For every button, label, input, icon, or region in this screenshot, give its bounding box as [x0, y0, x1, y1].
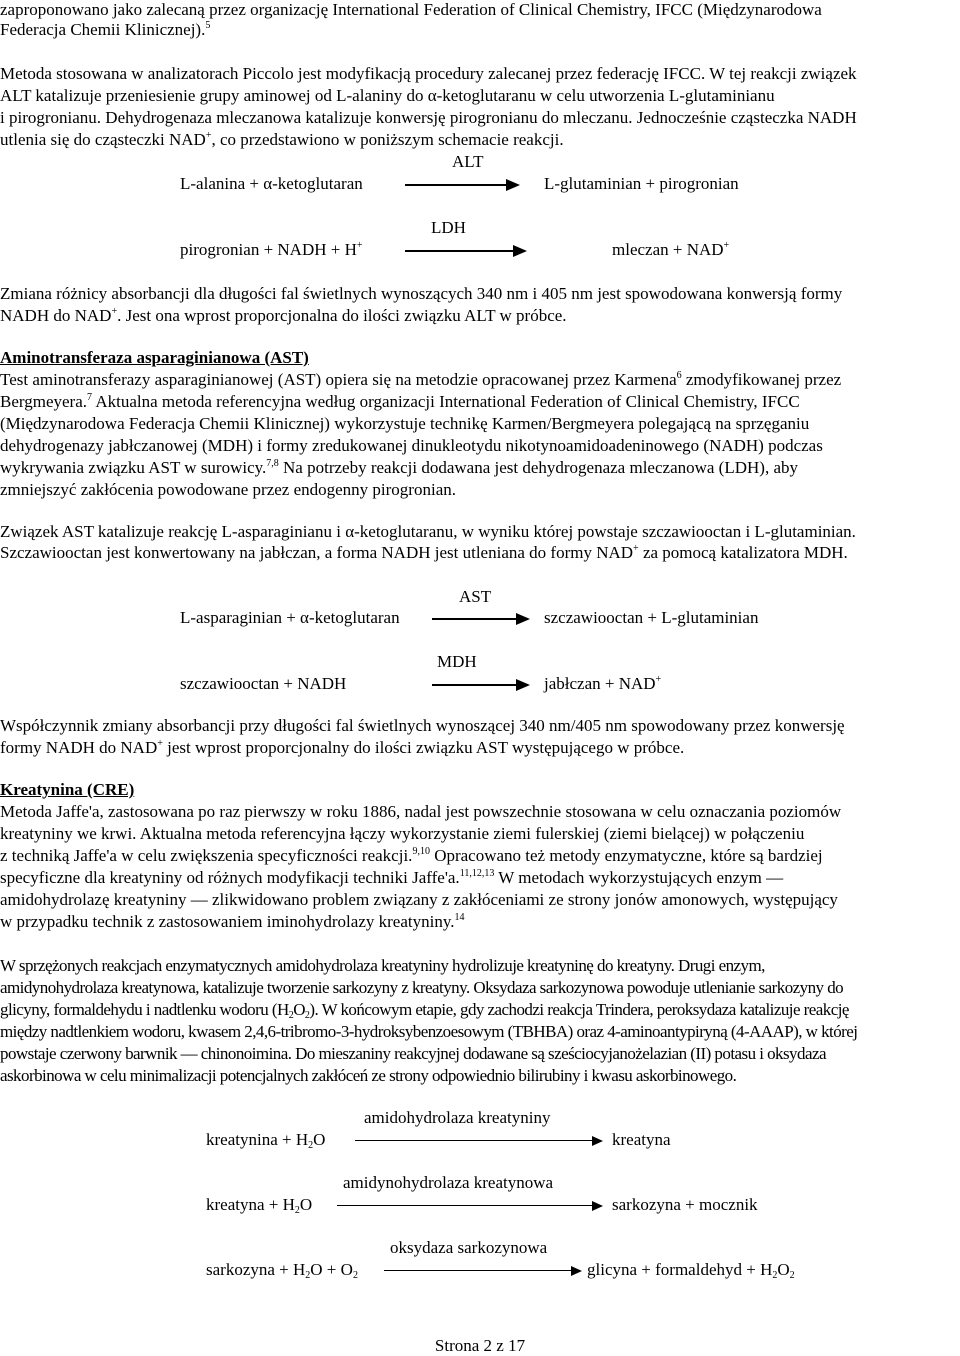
reaction-enzyme-label: oksydaza sarkozynowa	[390, 1238, 548, 1257]
text-line: glicyny, formaldehydu i nadtlenku wodoru $(H_2O_2)$. W końcowym etapie, gdy zachodzi reakcja Trindera, peroksydaza katalizuje reakcję	[0, 1000, 849, 1021]
text-line: Związek AST katalizuje reakcję L-asparaginianu i α-ketoglutaranu, w wyniku której powstaje szczawiooctan i L-glutaminian.	[0, 522, 856, 541]
text-line: W sprzężonych reakcjach enzymatycznych amidohydrolaza kreatyniny hydrolizuje kreatyninę do kreatyny. Drugi enzym,	[0, 956, 765, 975]
text-line: z techniką Jaffe'a w celu zwiększenia specyficzności reakcji.$^{9,10}$ Opracowano też metody enzymatyczne, które są bardziej	[0, 846, 823, 865]
text-line: formy NADH do NAD+ jest wprost proporcjonalny do ilości związku AST występującego w próbce.	[0, 738, 685, 757]
reaction-substrates: L-alanina + α-ketoglutaran	[180, 174, 363, 193]
reaction-enzyme-label: MDH	[437, 652, 477, 671]
reaction-arrow	[355, 1135, 603, 1147]
text-line: kreatyniny we krwi. Aktualna metoda referencyjna łączy wykorzystanie ziemi fulerskiej (ziemi bielącej) w połączeniu	[0, 824, 805, 843]
reaction-products: jabłczan + NAD+	[544, 674, 662, 693]
reaction-enzyme-label: amidohydrolaza kreatyniny	[364, 1108, 551, 1127]
reaction-products: glicyna + formaldehyd + $H_2O_2$	[587, 1260, 795, 1281]
text-line: utlenia się do cząsteczki NAD+, co przedstawiono w poniższym schemacie reakcji.	[0, 130, 564, 149]
text-line: między nadtlenkiem wodoru, kwasem 2,4,6-tribromo-3-hydroksybenzoesowym (TBHBA) oraz 4-aminoantypiryną (4-AAAP), w której	[0, 1022, 858, 1041]
text-line: wykrywania związku AST w surowicy.$^{7,8}$ Na potrzeby reakcji dodawana jest dehydrogenaza mleczanowa (LDH), aby	[0, 458, 798, 477]
reaction-products: szczawiooctan + L-glutaminian	[544, 608, 759, 627]
text-line: (Międzynarodowa Federacja Chemii Klinicznej) wykorzystuje technikę Karmen/Bergmeyera polegającą na sprzęganiu	[0, 414, 810, 433]
text-line: powstaje czerwony barwnik — chinonoimina. Do mieszaniny reakcyjnej dodawane są sześciocyjanożelazian (II) potasu i oksydaza	[0, 1044, 826, 1063]
reaction-products: L-glutaminian + pirogronian	[544, 174, 739, 193]
text-line: w przypadku technik z zastosowaniem iminohydrolazy kreatyniny.$^{14}$	[0, 912, 465, 931]
text-line: Federacja Chemii Klinicznej).$^5$	[0, 20, 211, 39]
text-line: dehydrogenazy jabłczanowej (MDH) i formy zredukowanej dinukleotydu nikotynoamidoadeninowego (NADH) podczas	[0, 436, 823, 455]
reaction-products: kreatyna	[612, 1130, 671, 1149]
reaction-substrates: kreatyna + $H_2O$	[206, 1195, 313, 1216]
reaction-arrow	[432, 613, 530, 625]
reaction-arrow	[405, 245, 527, 257]
text-line: askorbinowa w celu minimalizacji potencjalnych zakłóceń ze strony odpowiednio bilirubiny i kwasu askorbinowego.	[0, 1066, 737, 1085]
text-line: NADH do NAD+. Jest ona wprost proporcjonalna do ilości związku ALT w próbce.	[0, 306, 567, 325]
text-line: Zmiana różnicy absorbancji dla długości fal świetlnych wynoszących 340 nm i 405 nm jest spowodowana konwersją formy	[0, 284, 843, 303]
reaction-substrates: pirogronian + NADH + H+	[180, 240, 363, 259]
text-line: ALT katalizuje przeniesienie grupy aminowej od L-alaniny do α-ketoglutaranu w celu utworzenia L-glutaminianu	[0, 86, 775, 105]
reaction-arrow	[405, 179, 520, 191]
reaction-enzyme-label: amidynohydrolaza kreatynowa	[343, 1173, 554, 1192]
text-line: Test aminotransferazy asparaginianowej (AST) opiera się na metodzie opracowanej przez Karmena$^6$ zmodyfikowanej przez	[0, 370, 842, 389]
reaction-products: sarkozyna + mocznik	[612, 1195, 758, 1214]
reaction-arrow	[384, 1265, 582, 1277]
section-heading: Kreatynina (CRE)	[0, 780, 135, 799]
section-heading: Aminotransferaza asparaginianowa (AST)	[0, 348, 309, 367]
reaction-enzyme-label: LDH	[431, 218, 466, 237]
page-number: Strona 2 z 17	[434, 1336, 526, 1355]
reaction-enzyme-label: AST	[459, 587, 492, 606]
reaction-products: mleczan + NAD+	[612, 240, 730, 259]
text-line: zmniejszyć zakłócenia powodowane przez endogenny pirogronian.	[0, 480, 456, 499]
reaction-substrates: sarkozyna + $H_2O + O_2$	[206, 1260, 358, 1281]
text-line: i pirogronianu. Dehydrogenaza mleczanowa katalizuje konwersję pirogronianu do mleczanu. Jednocześnie cząsteczka NADH	[0, 108, 857, 127]
text-line: Metoda stosowana w analizatorach Piccolo jest modyfikacją procedury zalecanej przez federację IFCC. W tej reakcji związek	[0, 64, 857, 83]
text-line: amidynohydrolaza kreatynowa, katalizuje tworzenie sarkozyny z kreatyny. Oksydaza sarkozynowa powoduje utlenianie sarkozyny do	[0, 978, 844, 997]
reaction-arrow	[337, 1200, 603, 1212]
reaction-substrates: L-asparaginian + α-ketoglutaran	[180, 608, 400, 627]
text-line: Bergmeyera.$^7$ Aktualna metoda referencyjna według organizacji International Federation of Clinical Chemistry, IFCC	[0, 392, 800, 411]
reaction-enzyme-label: ALT	[452, 152, 484, 171]
reaction-substrates: szczawiooctan + NADH	[180, 674, 347, 693]
reaction-substrates: kreatynina + $H_2O$	[206, 1130, 326, 1151]
text-line: Metoda Jaffe'a, zastosowana po raz pierwszy w roku 1886, nadal jest powszechnie stosowana w celu oznaczania poziomów	[0, 802, 842, 821]
text-line: amidohydrolazę kreatyniny — zlikwidowano problem związany z zakłóceniami ze strony jonów amonowych, występujący	[0, 890, 838, 909]
text-line: Współczynnik zmiany absorbancji przy długości fal świetlnych wynoszącej 340 nm/405 nm spowodowany przez konwersję	[0, 716, 845, 735]
reaction-arrow	[432, 679, 530, 691]
text-line: zaproponowano jako zalecaną przez organizację International Federation of Clinical Chemistry, IFCC (Międzynarodowa	[0, 0, 822, 19]
text-line: specyficzne dla kreatyniny od różnych modyfikacji techniki Jaffe'a.$^{11,12,13}$ W metodach wykorzystujących enzym —	[0, 868, 784, 887]
reference-number: 5	[205, 20, 211, 31]
text-line: Szczawiooctan jest konwertowany na jabłczan, a forma NADH jest utleniana do formy NAD+ za pomocą katalizatora MDH.	[0, 543, 848, 562]
